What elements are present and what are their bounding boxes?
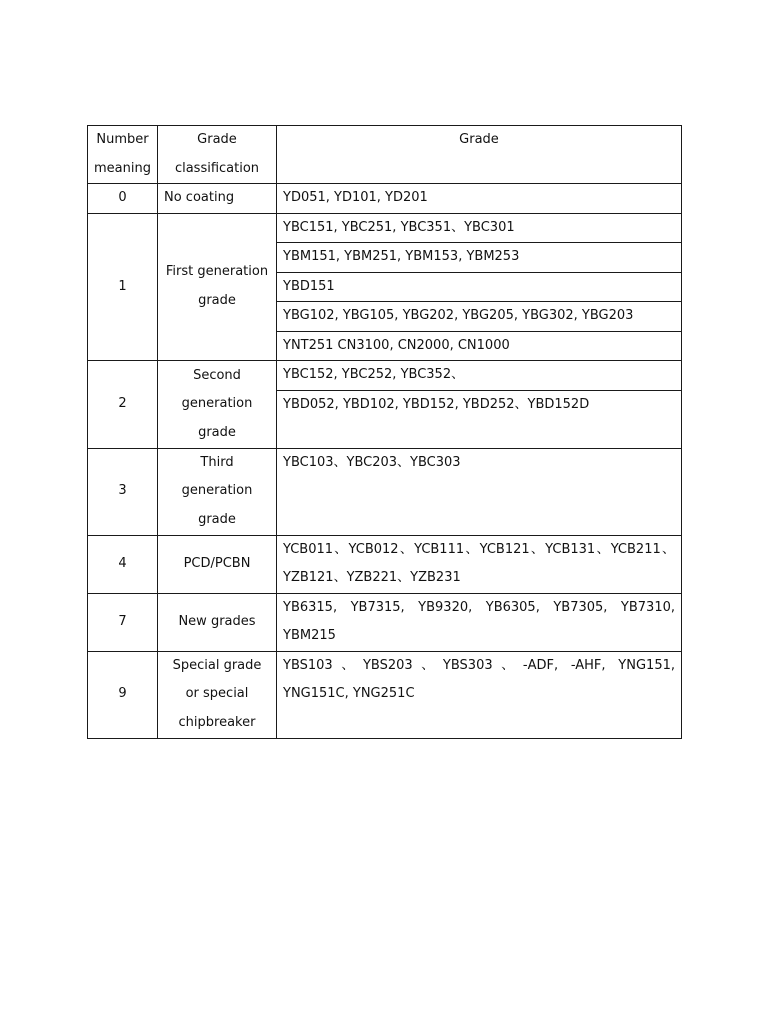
row-grades: YBM151, YBM251, YBM153, YBM253 [277,243,682,273]
row-number: 9 [88,651,158,738]
row-number: 4 [88,535,158,593]
table-row [88,651,682,738]
row-grades: YBD052, YBD102, YBD152, YBD252、YBD152D [277,390,682,448]
row-grades: YCB011、YCB012、YCB111、YCB121、YCB131、YCB211、YZB121、YZB221、YZB231 [277,535,682,593]
table-row [88,535,682,593]
header-grade: Grade [277,126,682,184]
row-grades: YBC152, YBC252, YBC352、 [277,361,682,391]
row-grades: YBD151 [277,272,682,302]
row-grades: YNT251 CN3100, CN2000, CN1000 [277,331,682,361]
row-number: 7 [88,593,158,651]
header-number-meaning: Number meaning [88,126,158,184]
row-grades: YBC151, YBC251, YBC351、YBC301 [277,213,682,243]
table-row [88,361,682,391]
row-number: 3 [88,448,158,535]
row-grades: YBG102, YBG105, YBG202, YBG205, YBG302, YBG203 [277,302,682,332]
row-number: 0 [88,184,158,214]
row-classification: Third generation grade [158,448,277,535]
row-classification: Special grade or special chipbreaker [158,651,277,738]
row-grades: YBS103、YBS203、YBS303、-ADF, -AHF, YNG151, YNG151C, YNG251C [277,651,682,738]
table-row [88,593,682,651]
row-classification: First generation grade [158,213,277,361]
header-grade-classification: Grade classification [158,126,277,184]
row-number: 1 [88,213,158,361]
table-row [88,213,682,243]
table-row [88,448,682,535]
table-header-row [88,126,682,184]
row-classification: Second generation grade [158,361,277,449]
row-classification: New grades [158,593,277,651]
row-grades: YBC103、YBC203、YBC303 [277,448,682,535]
row-number: 2 [88,361,158,449]
row-classification: PCD/PCBN [158,535,277,593]
table-row [88,184,682,214]
row-grades: YB6315, YB7315, YB9320, YB6305, YB7305, YB7310, YBM215 [277,593,682,651]
grade-table [87,125,682,739]
row-classification: No coating [158,184,277,214]
row-grades: YD051, YD101, YD201 [277,184,682,214]
